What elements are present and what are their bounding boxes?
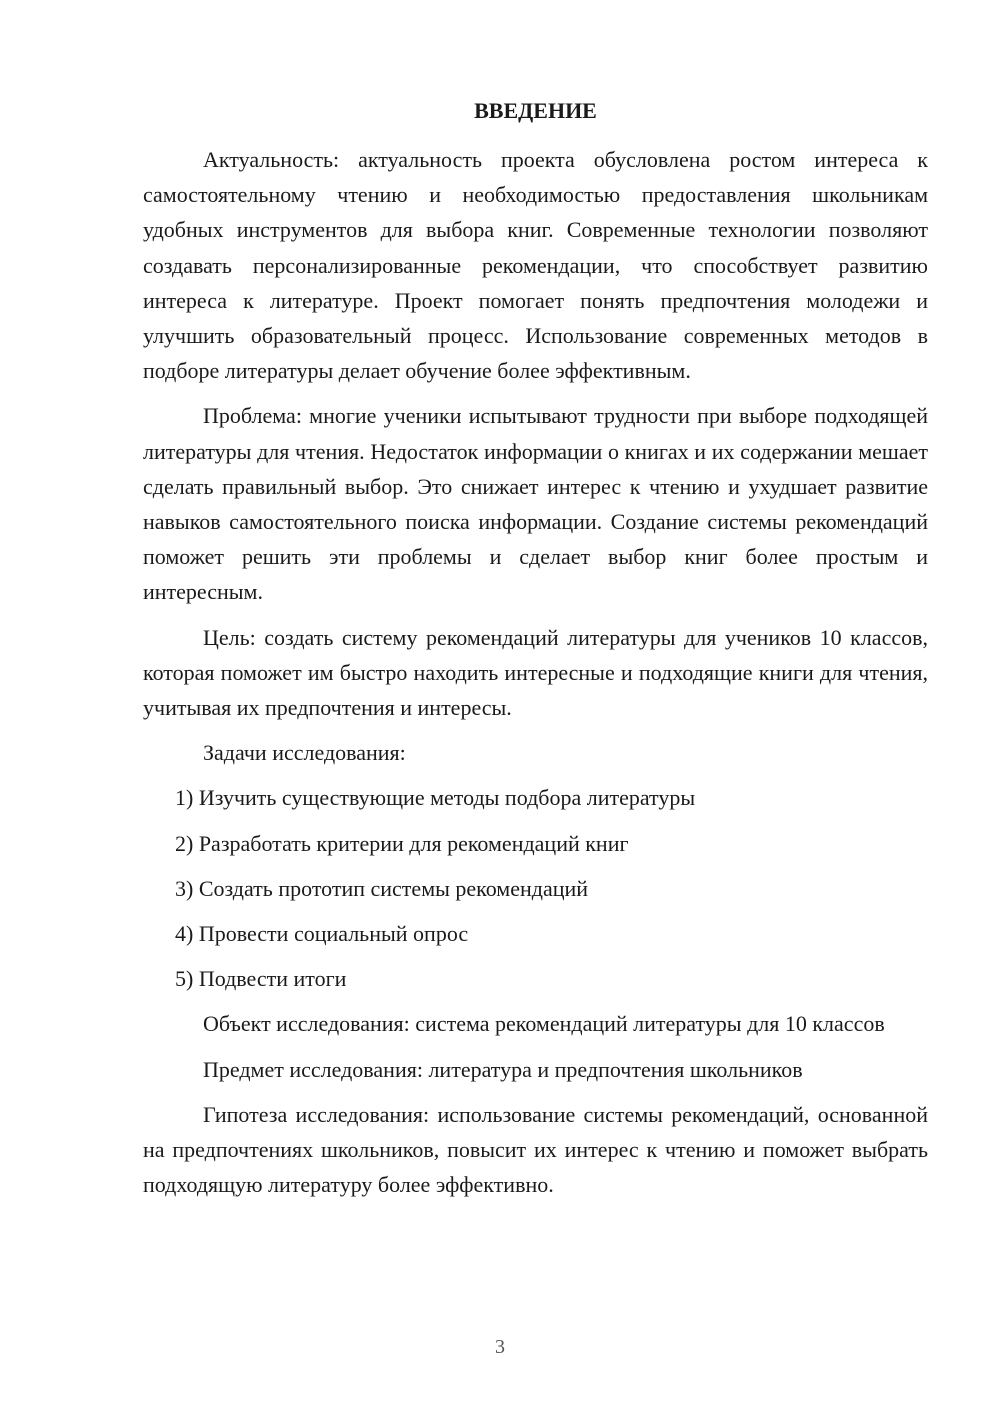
task-item: 5) Подвести итоги	[175, 966, 347, 992]
paragraph-problem: Проблема: многие ученики испытывают трудности при выборе подходящей литературы для чтения. Недостаток информации о книгах и их содержании мешает сделать правильный выбор. Это снижает интерес к чтению и ухудшает развитие навыков самостоятельного поиска информации. Создание системы рекомендаций поможет решить эти проблемы и сделает выбор книг более простым и интересным.	[143, 403, 928, 605]
paragraph-relevance: Актуальность: актуальность проекта обусловлена ростом интереса к самостоятельному чтению и необходимостью предоставления школьникам удобных инструментов для выбора книг. Современные технологии позволяют создавать персонализированные рекомендации, что способствует развитию интереса к литературе. Проект помогает понять предпочтения молодежи и улучшить образовательный процесс. Использование современных методов в подборе литературы делает обучение более эффективным.	[143, 147, 928, 384]
page-number: 3	[495, 1336, 505, 1358]
task-item: 1) Изучить существующие методы подбора литературы	[175, 785, 696, 811]
tasks-heading: Задачи исследования:	[203, 740, 406, 766]
tasks-list	[143, 780, 928, 996]
task-item: 2) Разработать критерии для рекомендаций книг	[175, 830, 629, 856]
paragraph-goal: Цель: создать систему рекомендаций литературы для учеников 10 классов, которая поможет им быстро находить интересные и подходящие книги для чтения, учитывая их предпочтения и интересы.	[143, 624, 928, 721]
task-item: 4) Провести социальный опрос	[175, 921, 469, 947]
paragraph-hypothesis: Гипотеза исследования: использование системы рекомендаций, основанной на предпочтениях школьников, повысит их интерес к чтению и поможет выбрать подходящую литературу более эффективно.	[143, 1101, 928, 1198]
paragraph-subject: Предмет исследования: литература и предпочтения школьников	[203, 1056, 803, 1082]
task-item: 3) Создать прототип системы рекомендаций	[175, 875, 589, 901]
document-body	[143, 142, 928, 1212]
page-title: ВВЕДЕНИЕ	[474, 98, 597, 123]
paragraph-object: Объект исследования: система рекомендаций литературы для 10 классов	[203, 1011, 885, 1037]
